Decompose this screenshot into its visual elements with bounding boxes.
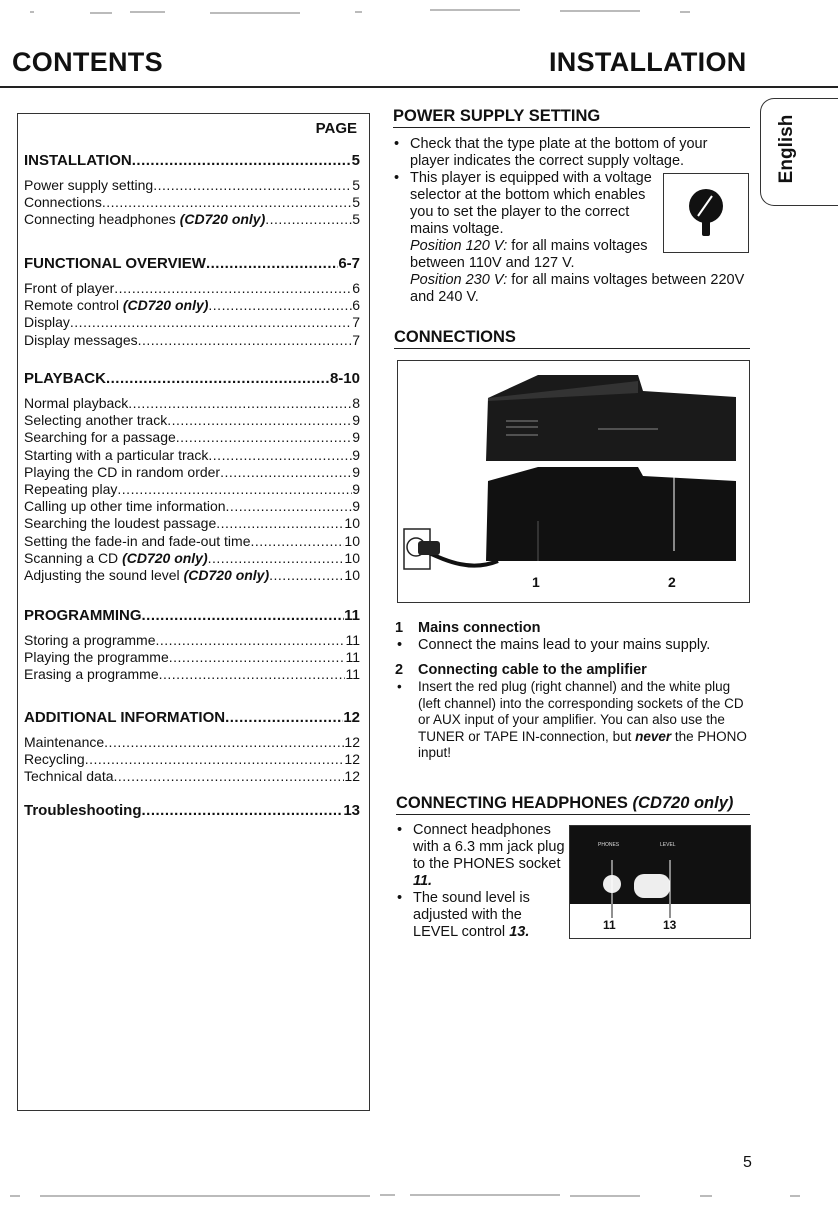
toc-item: Searching for a passage ..... 9 [24, 429, 360, 446]
toc-item: Power supply setting ..... 5 [24, 177, 360, 194]
power-bullet-2: • This player is equipped with a voltage selector at the bottom which enables you to set the player to the correct mains voltage. [394, 170, 652, 237]
toc-section: Troubleshooting ..... 13 [24, 802, 360, 819]
toc-section: FUNCTIONAL OVERVIEW ..... 6-7 [24, 255, 360, 272]
toc-item: Adjusting the sound level (CD720 only) ..... 10 [24, 567, 360, 584]
toc-item: Display ..... 7 [24, 314, 360, 331]
connections-figure [397, 360, 750, 603]
toc-item: Searching the loudest passage ..... 10 [24, 515, 360, 532]
toc-page-label: PAGE [315, 120, 357, 137]
toc-item: Connections ..... 5 [24, 194, 360, 211]
language-tab [760, 98, 838, 206]
power-supply-heading: POWER SUPPLY SETTING [393, 107, 750, 128]
connections-heading: CONNECTIONS [394, 328, 750, 349]
toc-item: Storing a programme ..... 11 [24, 632, 360, 649]
item-2-bullet: • Insert the red plug (right channel) and the white plug (left channel) into the corresponding sockets of the CD or AUX input of your amplifier. You can also use the TUNER or TAPE IN-connection, but never the PHONO input! [397, 679, 747, 760]
toc-item: Repeating play ..... 9 [24, 481, 360, 498]
item-1-title: Mains connection [418, 620, 541, 636]
voltage-selector-icon [664, 174, 748, 252]
fig-label-1: 1 [532, 574, 540, 590]
toc-item: Display messages ..... 7 [24, 332, 360, 349]
position-120-text: Position 120 V: for all mains voltages between 110V and 127 V. [410, 238, 648, 271]
header-rule [0, 86, 838, 88]
toc-section: INSTALLATION ..... 5 [24, 152, 360, 169]
fig-label-13: 13 [663, 918, 677, 932]
item-1-number: 1 [395, 620, 404, 636]
toc-item: Technical data ..... 12 [24, 768, 360, 785]
toc-item: Calling up other time information ..... 9 [24, 498, 360, 515]
toc-item: Erasing a programme ..... 11 [24, 666, 360, 683]
scan-noise-top [0, 2, 838, 16]
fig-phones-label: PHONES [598, 842, 620, 848]
fig-label-11: 11 [603, 918, 616, 932]
power-bullet-1: • Check that the type plate at the bottom of your player indicates the correct supply voltage. [394, 136, 708, 169]
toc-section: ADDITIONAL INFORMATION ..... 12 [24, 709, 360, 726]
header-installation: INSTALLATION [549, 47, 747, 77]
toc-item: Playing the CD in random order ..... 9 [24, 464, 360, 481]
item-1-bullet: • Connect the mains lead to your mains supply. [397, 637, 711, 653]
toc-item: Maintenance ..... 12 [24, 734, 360, 751]
cd-player-amplifier-illustration [398, 361, 749, 602]
toc-section: PLAYBACK ..... 8-10 [24, 370, 360, 387]
table-of-contents [17, 113, 370, 1111]
fig-level-label: LEVEL [660, 842, 676, 848]
toc-item: Playing the programme ..... 11 [24, 649, 360, 666]
toc-item: Remote control (CD720 only) ..... 6 [24, 297, 360, 314]
item-2-number: 2 [395, 662, 404, 678]
toc-item: Setting the fade-in and fade-out time ..... 10 [24, 533, 360, 550]
item-2-title: Connecting cable to the amplifier [418, 662, 647, 678]
page-number: 5 [743, 1154, 752, 1171]
toc-section: PROGRAMMING ..... 11 [24, 607, 360, 624]
toc-item: Normal playback ..... 8 [24, 395, 360, 412]
headphones-bullet-2: • The sound level is adjusted with the LEVEL control 13. [397, 890, 530, 940]
toc-item: Selecting another track ..... 9 [24, 412, 360, 429]
voltage-selector-figure [663, 173, 749, 253]
header-contents: CONTENTS [12, 47, 163, 77]
toc-item: Recycling ..... 12 [24, 751, 360, 768]
position-230-text: Position 230 V: for all mains voltages between 220V and 240 V. [410, 272, 745, 305]
headphones-figure [569, 825, 751, 939]
headphones-heading: CONNECTING HEADPHONES (CD720 only) [396, 794, 750, 815]
toc-item: Starting with a particular track ..... 9 [24, 447, 360, 464]
fig-label-2: 2 [668, 574, 676, 590]
toc-item: Scanning a CD (CD720 only) ..... 10 [24, 550, 360, 567]
headphones-bullet-1: • Connect headphones with a 6.3 mm jack plug to the PHONES socket 11. [397, 822, 565, 889]
toc-item: Connecting headphones (CD720 only) ..... 5 [24, 211, 360, 228]
language-tab-label: English [776, 114, 797, 184]
toc-item: Front of player ..... 6 [24, 280, 360, 297]
scan-noise-bottom [0, 1190, 838, 1204]
